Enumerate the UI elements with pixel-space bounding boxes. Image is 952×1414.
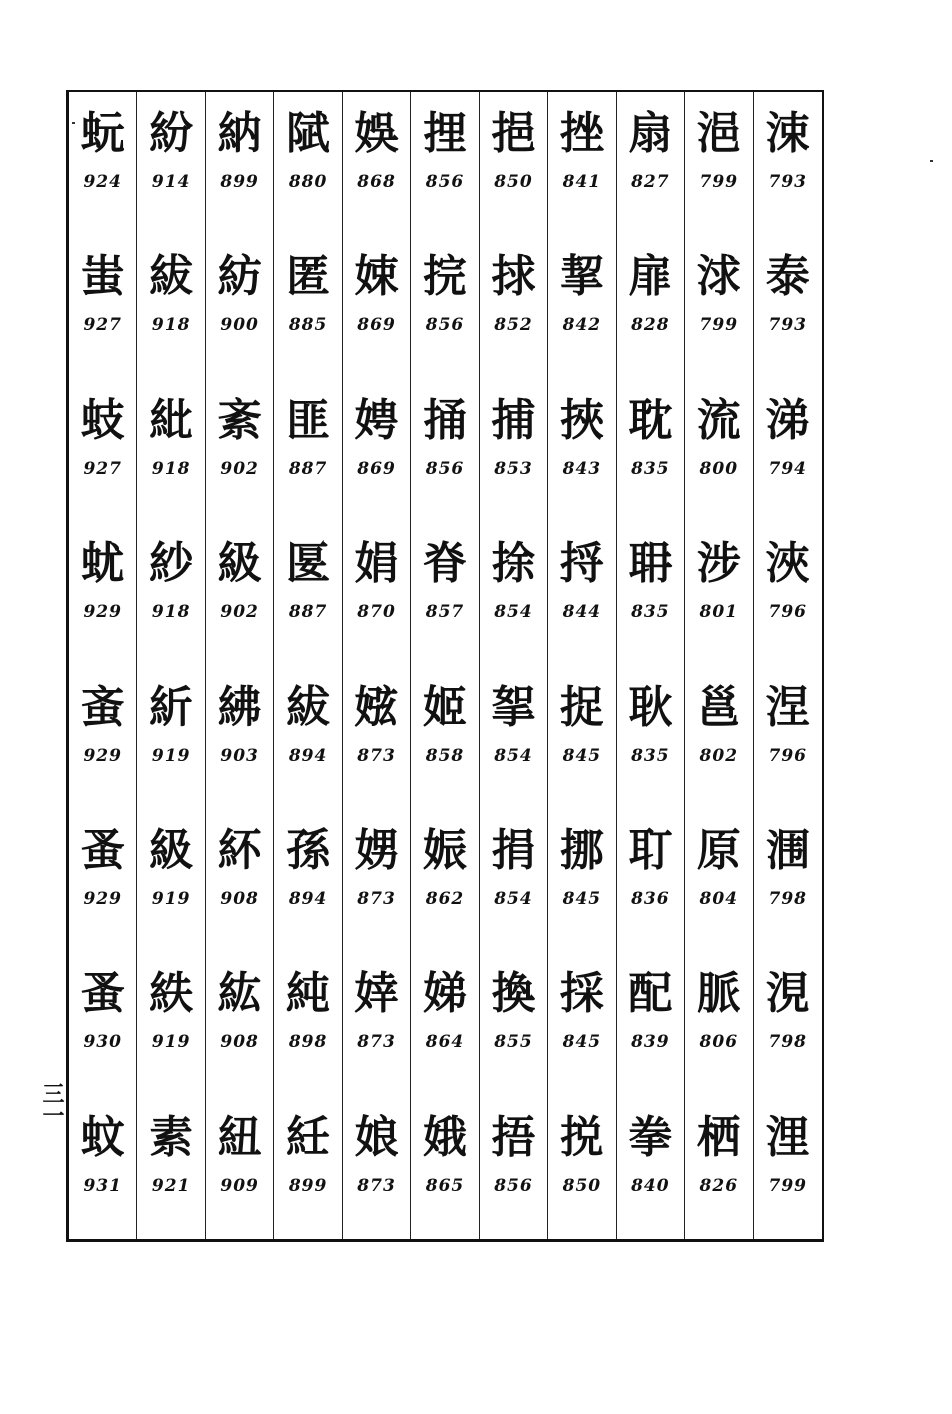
index-column <box>480 92 548 1239</box>
index-entry <box>206 235 273 378</box>
page-reference-number: 869 <box>357 458 396 479</box>
index-entry <box>754 379 822 522</box>
index-entry <box>343 666 410 809</box>
page-reference-number: 898 <box>288 1032 328 1053</box>
character-glyph: 泰 <box>765 251 810 303</box>
index-entry <box>754 952 822 1095</box>
page-reference-number: 927 <box>83 458 122 479</box>
character-glyph: 匽 <box>286 538 331 590</box>
page-reference-number: 852 <box>494 315 533 336</box>
character-glyph: 捅 <box>422 394 467 446</box>
index-entry <box>480 952 547 1095</box>
character-glyph: 挫 <box>559 108 604 159</box>
index-table-frame <box>66 90 824 1242</box>
index-entry <box>343 92 410 235</box>
index-entry <box>69 92 136 235</box>
index-entry <box>206 1096 273 1239</box>
character-glyph: 換 <box>491 968 536 1020</box>
index-entry <box>480 379 547 522</box>
page-reference-number: 856 <box>494 1175 533 1196</box>
character-glyph: 級 <box>217 538 262 590</box>
page-reference-number: 870 <box>357 602 396 623</box>
character-glyph: 陚 <box>286 108 331 159</box>
index-entry <box>411 235 478 378</box>
page-reference-number: 854 <box>494 745 533 766</box>
character-glyph: 挹 <box>491 108 536 159</box>
character-glyph: 紡 <box>217 251 262 303</box>
index-column <box>137 92 205 1239</box>
page-reference-number: 798 <box>768 888 807 909</box>
page-reference-number: 921 <box>151 1175 191 1196</box>
page-reference-number: 927 <box>83 315 122 336</box>
page-reference-number: 918 <box>151 602 191 623</box>
character-glyph: 娠 <box>422 824 467 876</box>
character-glyph: 涅 <box>765 681 810 733</box>
page-reference-number: 900 <box>220 315 259 336</box>
index-entry <box>343 379 410 522</box>
index-entry <box>480 666 547 809</box>
page-reference-number: 836 <box>631 888 670 909</box>
character-glyph: 蚤 <box>80 968 125 1020</box>
index-entry <box>617 952 684 1095</box>
character-glyph: 脊 <box>422 538 467 590</box>
character-glyph: 純 <box>286 968 331 1020</box>
page-reference-number: 902 <box>220 458 259 479</box>
page-reference-number: 894 <box>288 745 328 766</box>
character-glyph: 耽 <box>628 394 673 446</box>
character-glyph: 捄 <box>491 251 536 303</box>
character-glyph: 捝 <box>559 1111 604 1163</box>
index-entry <box>137 809 204 952</box>
index-entry <box>754 522 822 665</box>
index-entry <box>137 522 204 665</box>
page-reference-number: 853 <box>494 458 533 479</box>
index-entry <box>411 92 478 235</box>
page-reference-number: 796 <box>768 602 807 623</box>
character-glyph: 捉 <box>559 681 604 733</box>
character-glyph: 孫 <box>286 824 331 876</box>
page-reference-number: 929 <box>83 602 122 623</box>
index-entry <box>69 809 136 952</box>
index-entry <box>685 92 752 235</box>
index-entry <box>206 952 273 1095</box>
character-glyph: 素 <box>149 1111 194 1163</box>
character-glyph: 涀 <box>765 968 810 1020</box>
page-reference-number: 850 <box>562 1175 602 1196</box>
page-reference-number: 919 <box>151 888 191 909</box>
character-glyph: 捖 <box>422 251 467 303</box>
character-glyph: 紩 <box>149 968 194 1020</box>
page-reference-number: 873 <box>357 1175 396 1196</box>
character-glyph: 紛 <box>149 108 194 159</box>
index-column <box>274 92 342 1239</box>
character-glyph: 捈 <box>491 538 536 590</box>
index-entry <box>548 809 615 952</box>
character-glyph: 紼 <box>217 681 262 733</box>
character-glyph: 挪 <box>559 824 604 876</box>
index-entry <box>411 522 478 665</box>
page-reference-number: 885 <box>288 315 328 336</box>
page-reference-number: 835 <box>631 602 670 623</box>
index-entry <box>685 1096 752 1239</box>
character-glyph: 脈 <box>696 968 741 1020</box>
index-entry <box>480 522 547 665</box>
page-reference-number: 899 <box>220 172 259 192</box>
page-reference-number: 854 <box>494 602 533 623</box>
page-reference-number: 854 <box>494 888 533 909</box>
page-reference-number: 799 <box>699 315 739 336</box>
character-glyph: 涑 <box>765 108 810 159</box>
character-glyph: 捐 <box>491 824 536 876</box>
index-entry <box>685 379 752 522</box>
page-reference-number: 887 <box>288 458 328 479</box>
character-glyph: 涠 <box>765 824 810 876</box>
index-entry <box>69 379 136 522</box>
index-entry <box>411 952 478 1095</box>
index-entry <box>274 92 341 235</box>
page-reference-number: 801 <box>699 602 739 623</box>
index-entry <box>137 379 204 522</box>
index-entry <box>274 666 341 809</box>
index-entry <box>548 1096 615 1239</box>
index-column <box>754 92 822 1239</box>
character-glyph: 捋 <box>559 538 604 590</box>
character-glyph: 娚 <box>354 824 399 876</box>
index-entry <box>206 522 273 665</box>
page-reference-number: 903 <box>220 745 259 766</box>
page-reference-number: 902 <box>220 602 259 623</box>
page-reference-number: 799 <box>699 172 739 192</box>
page-reference-number: 844 <box>562 602 602 623</box>
character-glyph: 級 <box>149 824 194 876</box>
index-entry <box>480 235 547 378</box>
page-reference-number: 929 <box>83 745 122 766</box>
character-glyph: 挾 <box>559 394 604 446</box>
character-glyph: 挈 <box>559 251 604 303</box>
index-entry <box>685 809 752 952</box>
index-entry <box>617 379 684 522</box>
character-glyph: 涉 <box>696 538 741 590</box>
page-reference-number: 880 <box>288 172 328 192</box>
index-entry <box>343 952 410 1095</box>
index-entry <box>206 379 273 522</box>
page-reference-number: 931 <box>83 1175 122 1196</box>
character-glyph: 扇 <box>628 108 673 159</box>
page-reference-number: 845 <box>562 1032 602 1053</box>
index-entry <box>480 92 547 235</box>
page-reference-number: 835 <box>631 458 670 479</box>
index-entry <box>754 1096 822 1239</box>
page-reference-number: 826 <box>699 1175 739 1196</box>
scan-speck <box>72 122 75 124</box>
index-column <box>411 92 479 1239</box>
page-reference-number: 828 <box>631 315 670 336</box>
index-entry <box>617 235 684 378</box>
index-entry <box>137 666 204 809</box>
page-reference-number: 919 <box>151 745 191 766</box>
page-reference-number: 918 <box>151 315 191 336</box>
character-glyph: 婞 <box>354 968 399 1020</box>
page-reference-number: 841 <box>562 172 602 192</box>
character-glyph: 浬 <box>765 1111 810 1163</box>
page-reference-number: 924 <box>83 172 122 192</box>
page-reference-number: 865 <box>425 1175 465 1196</box>
index-entry <box>137 952 204 1095</box>
page-reference-number: 802 <box>699 745 739 766</box>
index-column <box>69 92 137 1239</box>
character-glyph: 紕 <box>149 394 194 446</box>
page-reference-number: 894 <box>288 888 328 909</box>
index-entry <box>480 1096 547 1239</box>
index-entry <box>206 92 273 235</box>
character-index-table <box>69 92 822 1239</box>
index-entry <box>548 92 615 235</box>
character-glyph: 納 <box>217 108 262 159</box>
page-reference-number: 868 <box>357 172 396 192</box>
index-entry <box>754 92 822 235</box>
index-entry <box>754 809 822 952</box>
page-reference-number: 919 <box>151 1032 191 1053</box>
character-glyph: 耼 <box>628 538 673 590</box>
index-entry <box>617 666 684 809</box>
character-glyph: 蚑 <box>80 394 125 446</box>
character-glyph: 配 <box>628 968 673 1020</box>
page-reference-number: 858 <box>425 745 465 766</box>
character-glyph: 扉 <box>628 251 673 303</box>
character-glyph: 娉 <box>354 394 399 446</box>
character-glyph: 蚖 <box>80 108 125 159</box>
character-glyph: 紐 <box>217 1111 262 1163</box>
page-reference-number: 908 <box>220 888 259 909</box>
page-reference-number: 899 <box>288 1175 328 1196</box>
page-reference-number: 842 <box>562 315 602 336</box>
character-glyph: 紝 <box>286 1111 331 1163</box>
character-glyph: 蚩 <box>80 251 125 303</box>
character-glyph: 採 <box>559 968 604 1020</box>
index-entry <box>69 952 136 1095</box>
page-reference-number: 794 <box>768 458 807 479</box>
page-reference-number: 827 <box>631 172 670 192</box>
page-reference-number: 800 <box>699 458 739 479</box>
page-reference-number: 873 <box>357 745 396 766</box>
character-glyph: 原 <box>696 824 741 876</box>
character-glyph: 浹 <box>765 538 810 590</box>
index-entry <box>69 1096 136 1239</box>
page-reference-number: 908 <box>220 1032 259 1053</box>
index-entry <box>548 522 615 665</box>
character-glyph: 浥 <box>696 108 741 159</box>
character-glyph: 涕 <box>765 394 810 446</box>
page-reference-number: 856 <box>425 458 465 479</box>
index-column <box>548 92 616 1239</box>
page-reference-number: 835 <box>631 745 670 766</box>
page-reference-number: 930 <box>83 1032 122 1053</box>
page-reference-number: 839 <box>631 1032 670 1053</box>
character-glyph: 娛 <box>354 108 399 159</box>
page-reference-number: 864 <box>425 1032 465 1053</box>
character-glyph: 娣 <box>422 968 467 1020</box>
character-glyph: 紗 <box>149 538 194 590</box>
character-glyph: 挐 <box>491 681 536 733</box>
character-glyph: 栖 <box>696 1111 741 1163</box>
index-entry <box>548 235 615 378</box>
page-reference-number: 929 <box>83 888 122 909</box>
page-reference-number: 918 <box>151 458 191 479</box>
index-entry <box>343 1096 410 1239</box>
index-entry <box>411 1096 478 1239</box>
character-glyph: 匿 <box>286 251 331 303</box>
page-reference-number: 869 <box>357 315 396 336</box>
index-entry <box>411 379 478 522</box>
page-reference-number: 804 <box>699 888 739 909</box>
page-reference-number: 845 <box>562 888 602 909</box>
scan-speck <box>930 160 933 162</box>
index-entry <box>754 666 822 809</box>
character-glyph: 捂 <box>491 1111 536 1163</box>
character-glyph: 捕 <box>491 394 536 446</box>
index-entry <box>137 1096 204 1239</box>
index-entry <box>548 952 615 1095</box>
character-glyph: 耿 <box>628 681 673 733</box>
page-reference-number: 862 <box>425 888 465 909</box>
index-entry <box>617 522 684 665</box>
page-reference-number: 909 <box>220 1175 259 1196</box>
character-glyph: 紱 <box>149 251 194 303</box>
index-entry <box>206 666 273 809</box>
character-glyph: 娕 <box>354 251 399 303</box>
page-reference-number: 806 <box>699 1032 739 1053</box>
page-reference-number: 845 <box>562 745 602 766</box>
index-entry <box>548 379 615 522</box>
character-glyph: 娟 <box>354 538 399 590</box>
character-glyph: 紘 <box>217 968 262 1020</box>
character-glyph: 娘 <box>354 1111 399 1163</box>
index-column <box>685 92 753 1239</box>
page-reference-number: 799 <box>768 1175 807 1196</box>
character-glyph: 紤 <box>149 681 194 733</box>
index-entry <box>69 235 136 378</box>
character-glyph: 紊 <box>217 394 262 446</box>
character-glyph: 捚 <box>422 108 467 159</box>
page-reference-number: 856 <box>425 315 465 336</box>
character-glyph: 拳 <box>628 1111 673 1163</box>
page-reference-number: 873 <box>357 888 396 909</box>
index-entry <box>548 666 615 809</box>
character-glyph: 流 <box>696 394 741 446</box>
index-entry <box>480 809 547 952</box>
index-entry <box>137 235 204 378</box>
character-glyph: 耵 <box>628 824 673 876</box>
index-entry <box>754 235 822 378</box>
character-glyph: 姬 <box>422 681 467 733</box>
page-reference-number: 840 <box>631 1175 670 1196</box>
index-entry <box>274 522 341 665</box>
index-entry <box>274 809 341 952</box>
character-glyph: 匪 <box>286 394 331 446</box>
character-glyph: 蚘 <box>80 538 125 590</box>
page-reference-number: 793 <box>768 172 807 192</box>
index-column <box>617 92 685 1239</box>
index-entry <box>343 522 410 665</box>
page-reference-number: 793 <box>768 315 807 336</box>
character-glyph: 紑 <box>217 824 262 876</box>
page-reference-number: 855 <box>494 1032 533 1053</box>
index-entry <box>274 379 341 522</box>
index-entry <box>617 1096 684 1239</box>
character-glyph: 蚉 <box>80 681 125 733</box>
character-glyph: 紱 <box>286 681 331 733</box>
page-reference-number: 857 <box>425 602 465 623</box>
page-number-marker: 三一 <box>39 1082 64 1126</box>
index-entry <box>617 92 684 235</box>
index-entry <box>69 522 136 665</box>
index-entry <box>685 666 752 809</box>
index-entry <box>685 952 752 1095</box>
character-glyph: 蚊 <box>80 1111 125 1163</box>
index-entry <box>274 952 341 1095</box>
index-entry <box>617 809 684 952</box>
index-entry <box>685 235 752 378</box>
page-reference-number: 798 <box>768 1032 807 1053</box>
character-glyph: 蚤 <box>80 824 125 876</box>
index-column <box>206 92 274 1239</box>
page-reference-number: 796 <box>768 745 807 766</box>
index-entry <box>685 522 752 665</box>
page-reference-number: 856 <box>425 172 465 192</box>
index-entry <box>411 666 478 809</box>
page-reference-number: 843 <box>562 458 602 479</box>
character-glyph: 邕 <box>696 681 741 733</box>
index-column <box>343 92 411 1239</box>
index-entry <box>343 235 410 378</box>
page-reference-number: 914 <box>151 172 191 192</box>
page-reference-number: 887 <box>288 602 328 623</box>
index-entry <box>137 92 204 235</box>
character-glyph: 娹 <box>354 681 399 733</box>
page-reference-number: 873 <box>357 1032 396 1053</box>
index-entry <box>274 235 341 378</box>
index-entry <box>274 1096 341 1239</box>
character-glyph: 娥 <box>422 1111 467 1163</box>
index-entry <box>343 809 410 952</box>
page-reference-number: 850 <box>494 172 533 192</box>
index-entry <box>411 809 478 952</box>
index-entry <box>206 809 273 952</box>
index-entry <box>69 666 136 809</box>
character-glyph: 浗 <box>696 251 741 303</box>
